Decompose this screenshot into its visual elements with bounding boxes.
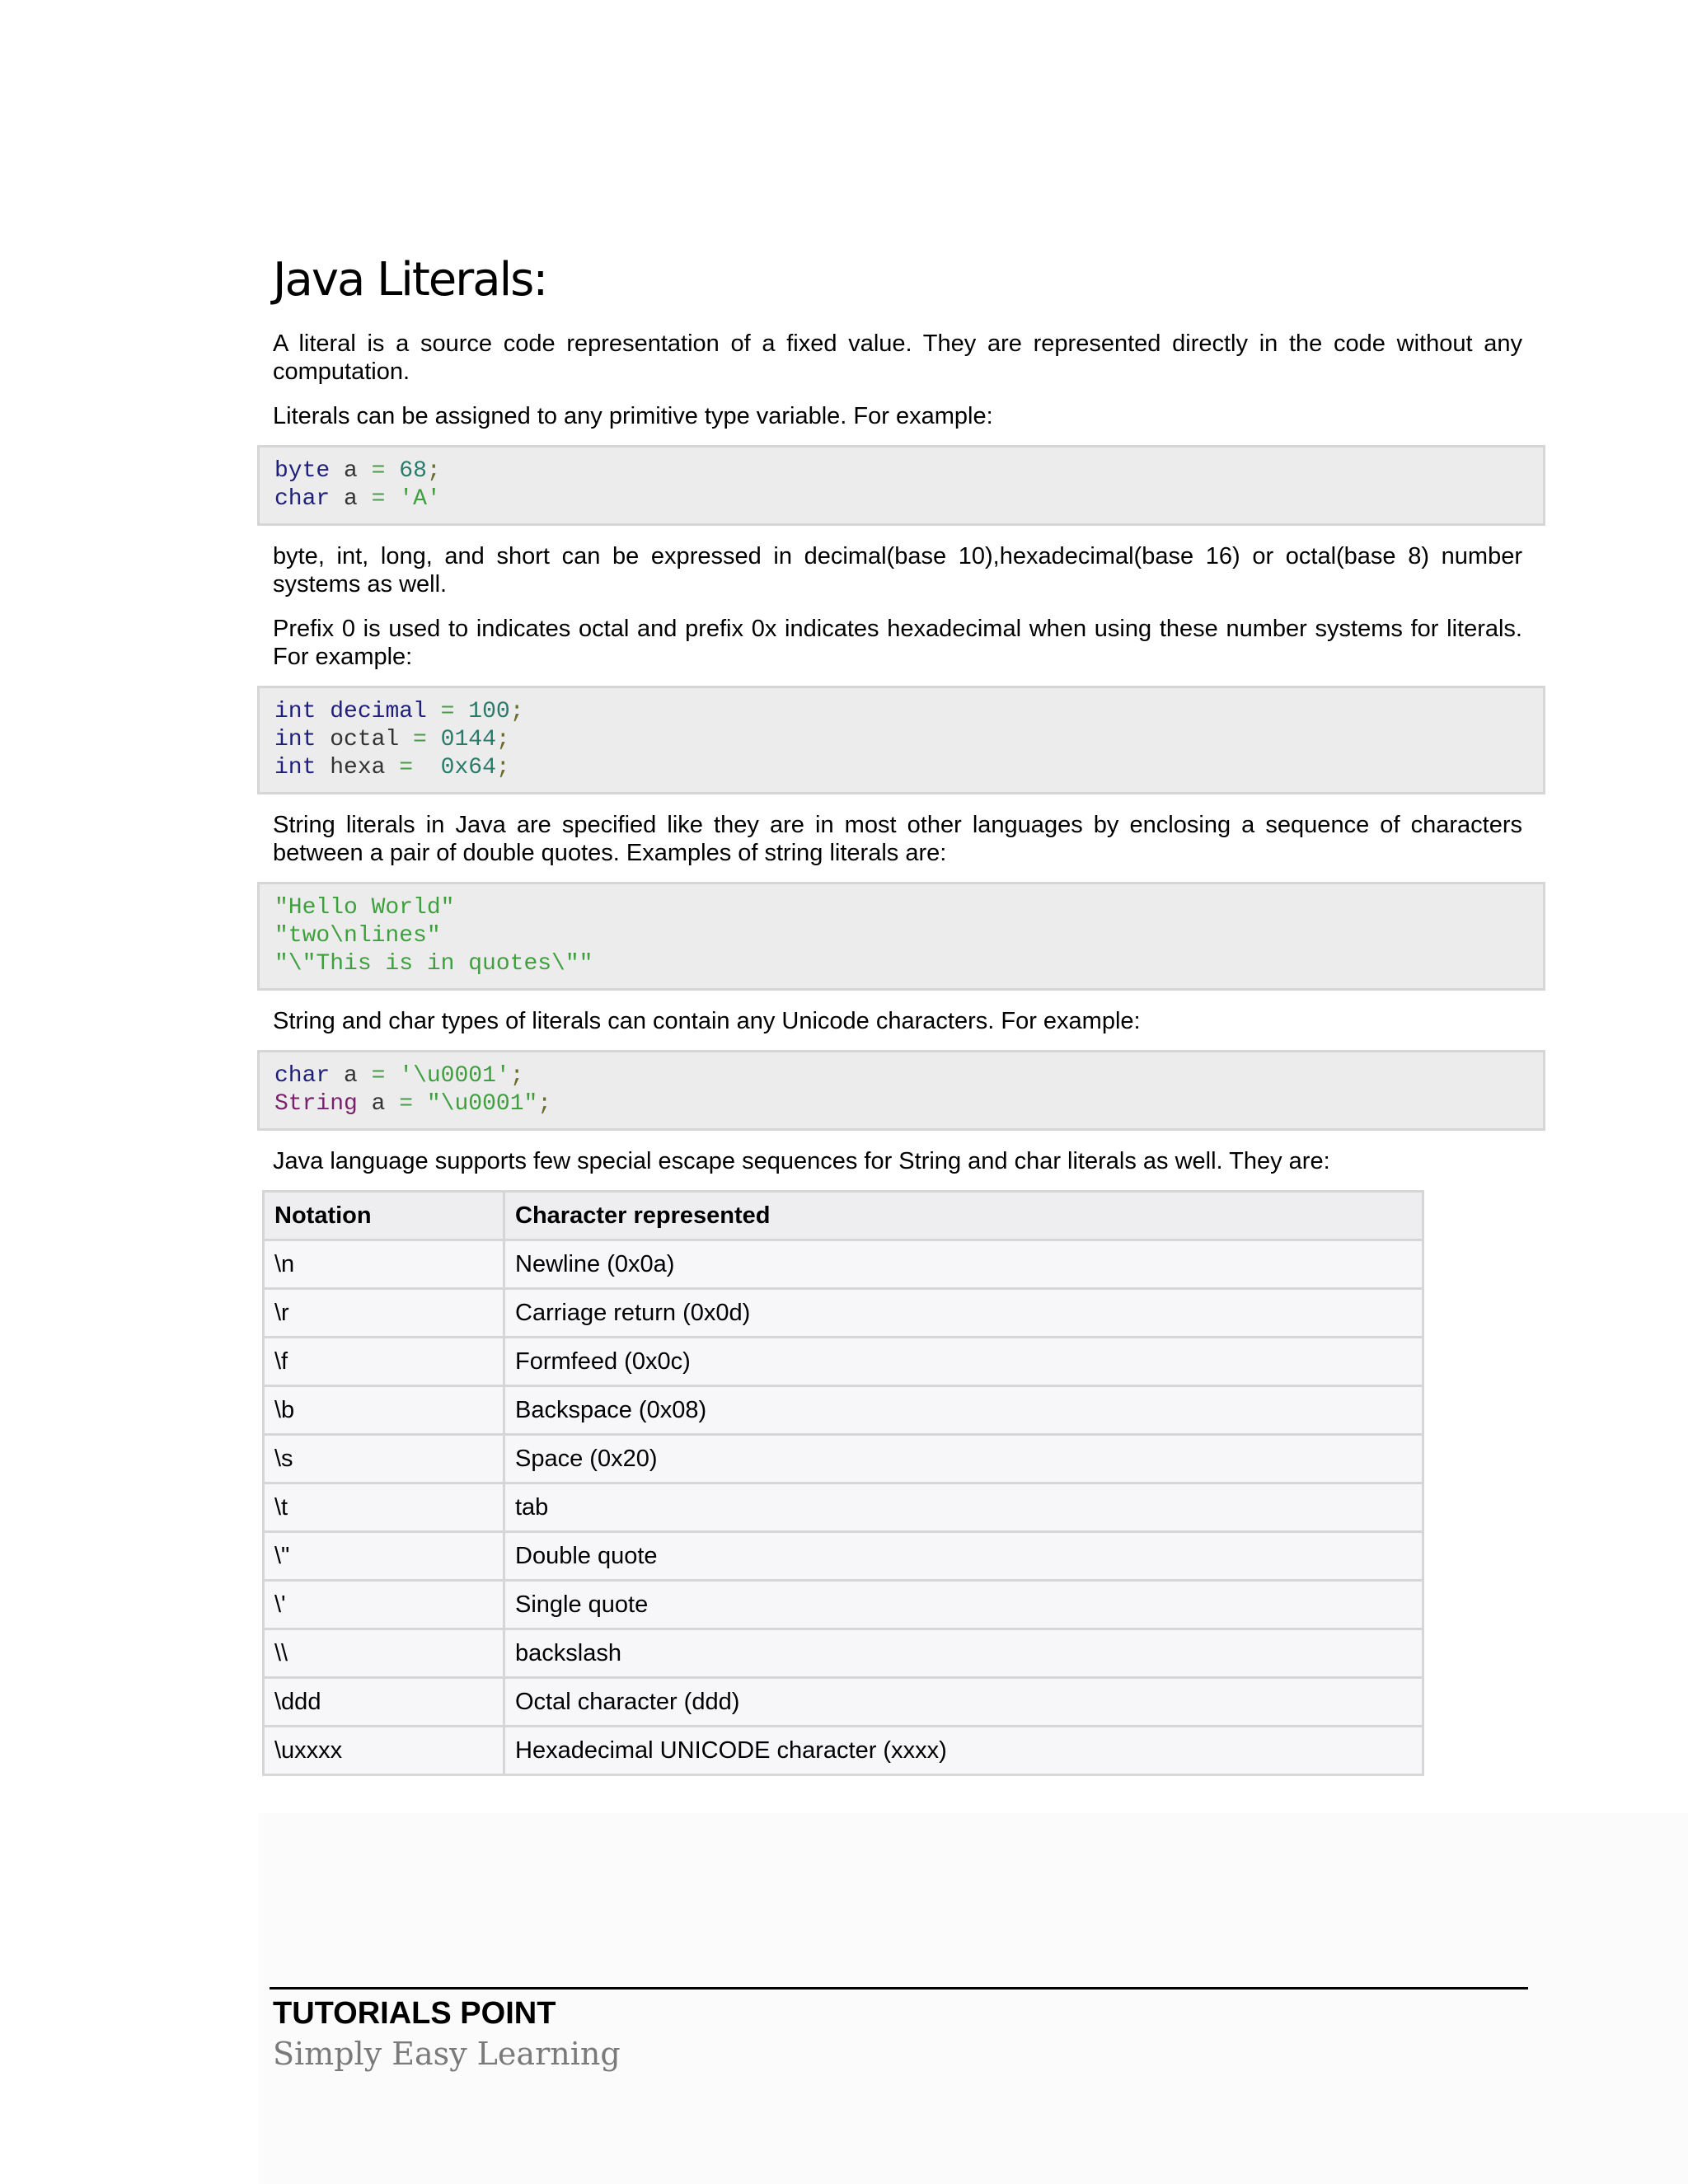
notation-cell: \n bbox=[264, 1240, 504, 1289]
code-line: int decimal = 100; bbox=[274, 699, 524, 724]
escape-sequence-table bbox=[262, 1190, 1424, 1776]
prefix-paragraph: Prefix 0 is used to indicates octal and prefix 0x indicates hexadecimal when using these number systems for literals. For example: bbox=[273, 616, 1522, 670]
table-body bbox=[264, 1240, 1423, 1775]
character-cell: Newline (0x0a) bbox=[504, 1240, 1423, 1289]
character-cell: tab bbox=[504, 1483, 1423, 1532]
footer-divider bbox=[270, 1987, 1528, 1990]
character-cell: Single quote bbox=[504, 1581, 1423, 1629]
table-row bbox=[264, 1338, 1423, 1386]
code-line: int hexa = 0x64; bbox=[274, 755, 510, 780]
character-cell: Formfeed (0x0c) bbox=[504, 1338, 1423, 1386]
notation-cell: \b bbox=[264, 1386, 504, 1435]
character-cell: Carriage return (0x0d) bbox=[504, 1289, 1423, 1338]
code-block-number-systems bbox=[257, 686, 1545, 794]
table-row bbox=[264, 1483, 1423, 1532]
table-row bbox=[264, 1289, 1423, 1338]
table-row bbox=[264, 1435, 1423, 1483]
code-line: String a = "\u0001"; bbox=[274, 1091, 552, 1117]
table-row bbox=[264, 1629, 1423, 1678]
footer-tagline: Simply Easy Learning bbox=[273, 2036, 621, 2072]
code-block-strings bbox=[257, 882, 1545, 991]
code-line: int octal = 0144; bbox=[274, 727, 510, 752]
code-line: char a = '\u0001'; bbox=[274, 1063, 524, 1089]
table-header-row bbox=[264, 1192, 1423, 1240]
notation-cell: \f bbox=[264, 1338, 504, 1386]
footer-brand: TUTORIALS POINT bbox=[273, 1996, 556, 2031]
code-line: "Hello World" bbox=[274, 895, 455, 921]
character-cell: Space (0x20) bbox=[504, 1435, 1423, 1483]
table-row bbox=[264, 1581, 1423, 1629]
code-line: byte a = 68; bbox=[274, 458, 441, 484]
character-cell: backslash bbox=[504, 1629, 1423, 1678]
code-line: "\"This is in quotes\"" bbox=[274, 951, 593, 977]
table-row bbox=[264, 1240, 1423, 1289]
notation-cell: \' bbox=[264, 1581, 504, 1629]
intro-paragraph: A literal is a source code representation of a fixed value. They are represented directly in the code without any computation. bbox=[273, 330, 1522, 385]
page-title: Java Literals: bbox=[273, 253, 547, 307]
notation-cell: \t bbox=[264, 1483, 504, 1532]
table-row bbox=[264, 1386, 1423, 1435]
notation-cell: \ddd bbox=[264, 1678, 504, 1727]
code-line: "two\nlines" bbox=[274, 923, 441, 949]
notation-cell: \uxxxx bbox=[264, 1727, 504, 1775]
unicode-paragraph: String and char types of literals can contain any Unicode characters. For example: bbox=[273, 1008, 1141, 1034]
notation-cell: \s bbox=[264, 1435, 504, 1483]
notation-cell: \" bbox=[264, 1532, 504, 1581]
notation-cell: \\ bbox=[264, 1629, 504, 1678]
assign-paragraph: Literals can be assigned to any primitive type variable. For example: bbox=[273, 403, 993, 429]
table-row bbox=[264, 1532, 1423, 1581]
notation-cell: \r bbox=[264, 1289, 504, 1338]
code-line: char a = 'A' bbox=[274, 486, 441, 512]
character-cell: Octal character (ddd) bbox=[504, 1678, 1423, 1727]
table-row bbox=[264, 1727, 1423, 1775]
page-content bbox=[273, 247, 1522, 1776]
table-header-character: Character represented bbox=[504, 1192, 1423, 1240]
code-block-primitives bbox=[257, 445, 1545, 526]
strings-paragraph: String literals in Java are specified like they are in most other languages by enclosing a sequence of characters between a pair of double quotes. Examples of string literals are: bbox=[273, 812, 1522, 866]
character-cell: Backspace (0x08) bbox=[504, 1386, 1423, 1435]
code-block-unicode bbox=[257, 1050, 1545, 1131]
bases-paragraph: byte, int, long, and short can be expressed in decimal(base 10),hexadecimal(base 16) or octal(base 8) number systems as well. bbox=[273, 543, 1522, 598]
character-cell: Hexadecimal UNICODE character (xxxx) bbox=[504, 1727, 1423, 1775]
character-cell: Double quote bbox=[504, 1532, 1423, 1581]
escapes-paragraph: Java language supports few special escape sequences for String and char literals as well. They are: bbox=[273, 1148, 1330, 1174]
table-row bbox=[264, 1678, 1423, 1727]
table-header-notation: Notation bbox=[264, 1192, 504, 1240]
